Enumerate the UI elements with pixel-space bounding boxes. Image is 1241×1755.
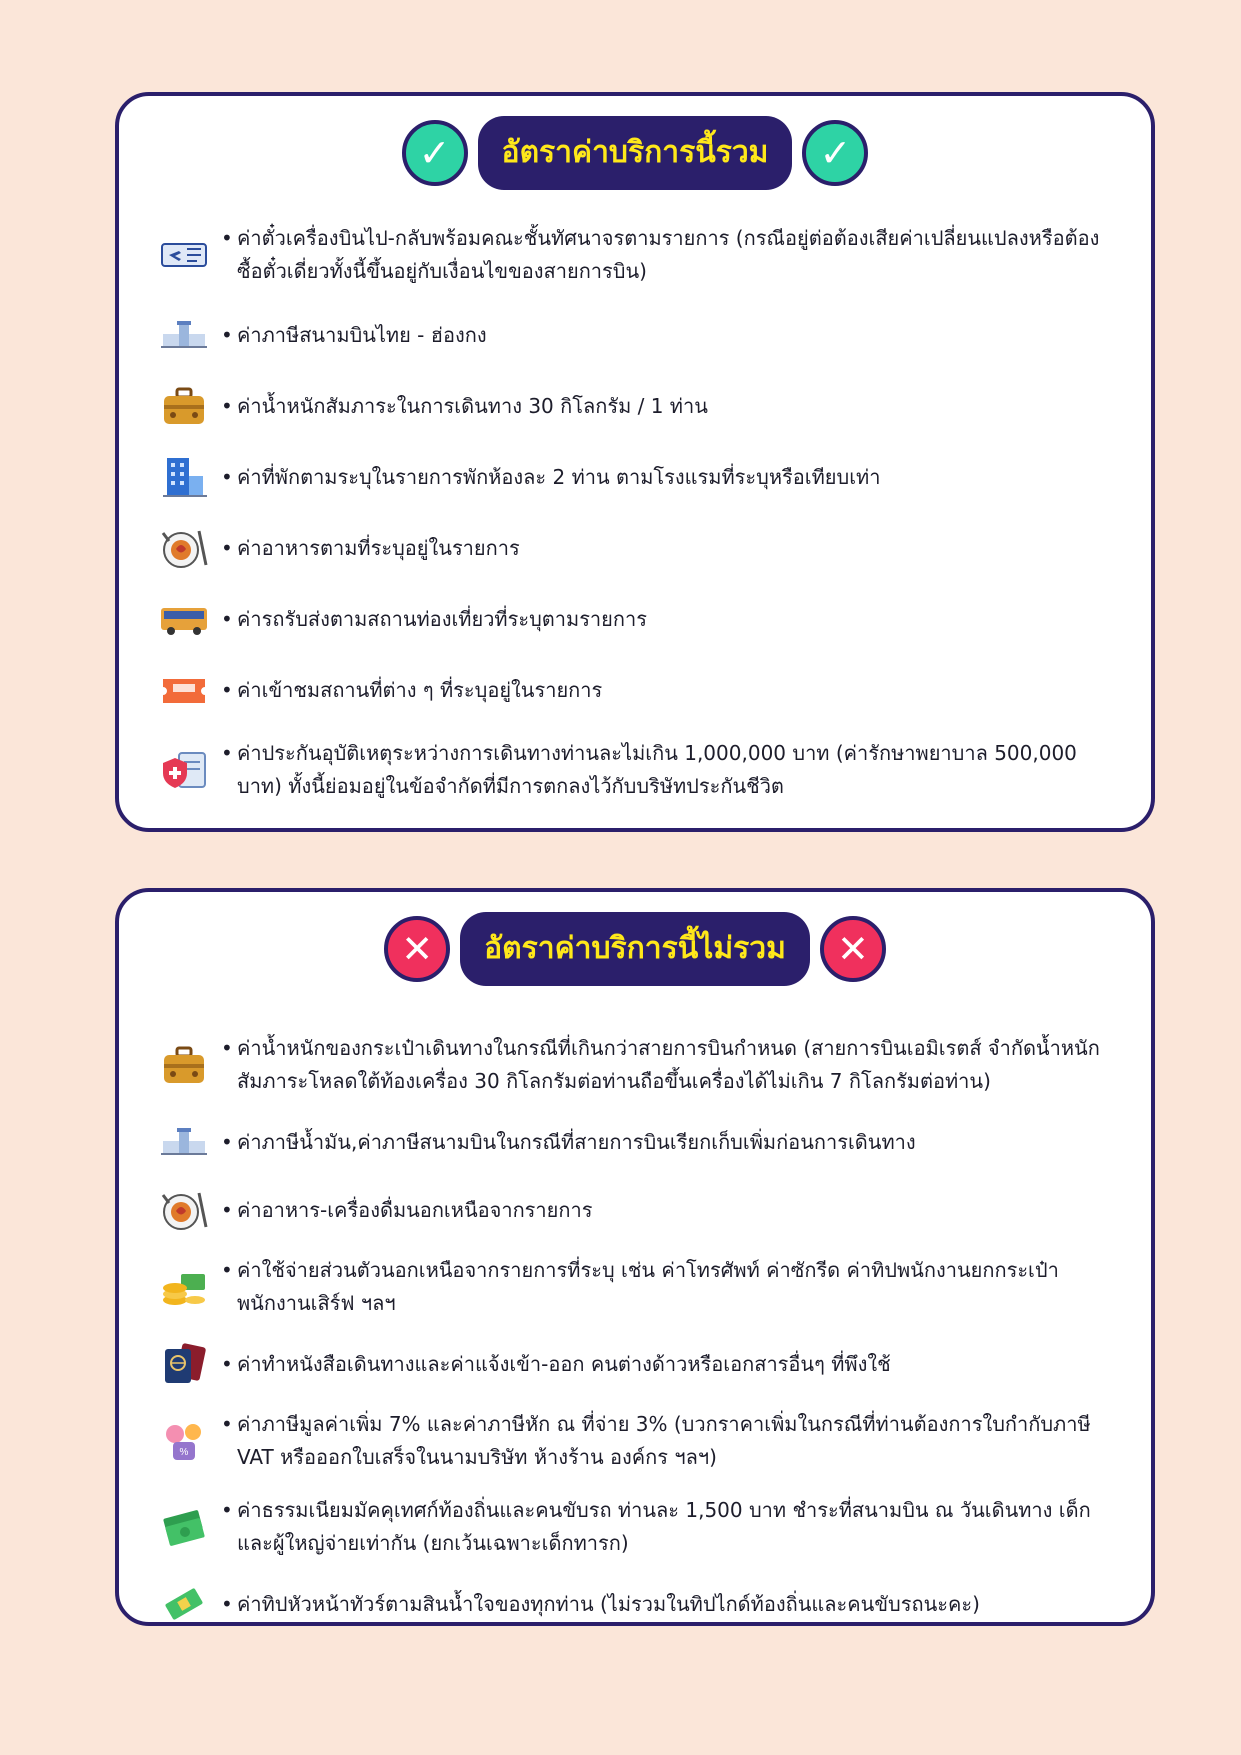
excluded-title: อัตราค่าบริการนี้ไม่รวม: [460, 912, 810, 986]
list-item: [157, 524, 1121, 572]
item-text: • ค่าอาหารตามที่ระบุอยู่ในรายการ: [219, 532, 520, 565]
item-text: • ค่าทำหนังสือเดินทางและค่าแจ้งเข้า-ออก คนต่างด้าวหรือเอกสารอื่นๆ ที่พึงใช้: [219, 1348, 891, 1381]
tax-icon: [157, 1417, 211, 1465]
item-text: • ค่าทิปหัวหน้าทัวร์ตามสินน้ำใจของทุกท่าน (ไม่รวมในทิปไกด์ท้องถิ่นและคนขับรถนะคะ): [219, 1588, 980, 1621]
item-text: • ค่าภาษีน้ำมัน,ค่าภาษีสนามบินในกรณีที่สายการบินเรียกเก็บเพิ่มก่อนการเดินทาง: [219, 1126, 916, 1159]
excluded-card: [115, 888, 1155, 1626]
list-item: [157, 666, 1121, 714]
money-icon: [157, 1503, 211, 1551]
item-text: • ค่าประกันอุบัติเหตุระหว่างการเดินทางท่านละไม่เกิน 1,000,000 บาท (ค่ารักษาพยาบาล 500,000 บาท) ทั้งนี้ย่อมอยู่ในข้อจำกัดที่มีการตกลงไว้กับบริษัทประกันชีวิต: [219, 737, 1121, 803]
included-list: [157, 222, 1121, 826]
item-text: • ค่าใช้จ่ายส่วนตัวนอกเหนือจากรายการที่ระบุ เช่น ค่าโทรศัพท์ ค่าซักรีด ค่าทิปพนักงานยกกระเป๋า พนักงานเสิร์ฟ ฯลฯ: [219, 1254, 1121, 1320]
item-text: • ค่าภาษีมูลค่าเพิ่ม 7% และค่าภาษีหัก ณ ที่จ่าย 3% (บวกราคาเพิ่มในกรณีที่ท่านต้องการใบกำกับภาษี VAT หรือออกใบเสร็จในนามบริษัท ห้างร้าน องค์กร ฯลฯ): [219, 1408, 1121, 1474]
excluded-list: [157, 1032, 1121, 1648]
cross-icon: ✕: [820, 916, 886, 982]
meal-icon: [157, 1186, 211, 1234]
list-item: [157, 1340, 1121, 1388]
list-item: [157, 1254, 1121, 1320]
list-item: [157, 1032, 1121, 1098]
airport-icon: [157, 1118, 211, 1166]
luggage-icon: [157, 382, 211, 430]
list-item: [157, 1494, 1121, 1560]
cross-icon: ✕: [384, 916, 450, 982]
luggage-icon: [157, 1041, 211, 1089]
item-text: • ค่าน้ำหนักของกระเป๋าเดินทางในกรณีที่เกินกว่าสายการบินกำหนด (สายการบินเอมิเรตส์ จำกัดน้ำหนักสัมภาระโหลดใต้ท้องเครื่อง 30 กิโลกรัมต่อท่านถือขึ้นเครื่องได้ไม่เกิน 7 กิโลกรัมต่อท่าน): [219, 1032, 1121, 1098]
item-text: • ค่าตั๋วเครื่องบินไป-กลับพร้อมคณะชั้นทัศนาจรตามรายการ (กรณีอยู่ต่อต้องเสียค่าเปลี่ยนแปลงหรือต้องซื้อตั๋วเดี่ยวทั้งนี้ขึ้นอยู่กับเงื่อนไขของสายการบิน): [219, 222, 1121, 288]
coins-icon: [157, 1263, 211, 1311]
check-icon: ✓: [402, 120, 468, 186]
ticket-icon: [157, 666, 211, 714]
list-item: [157, 382, 1121, 430]
list-item: [157, 1580, 1121, 1628]
meal-icon: [157, 524, 211, 572]
included-title: อัตราค่าบริการนี้รวม: [478, 116, 793, 190]
list-item: [157, 1186, 1121, 1234]
included-card: [115, 92, 1155, 832]
item-text: • ค่าที่พักตามระบุในรายการพักห้องละ 2 ท่าน ตามโรงแรมที่ระบุหรือเทียบเท่า: [219, 461, 880, 494]
cash-icon: [157, 1580, 211, 1628]
list-item: [157, 222, 1121, 288]
list-item: [157, 1408, 1121, 1474]
check-icon: ✓: [802, 120, 868, 186]
item-text: • ค่ารถรับส่งตามสถานท่องเที่ยวที่ระบุตามรายการ: [219, 603, 647, 636]
bus-icon: [157, 595, 211, 643]
list-item: [157, 453, 1121, 501]
passport-icon: [157, 1340, 211, 1388]
list-item: [157, 737, 1121, 803]
svg-text:%: %: [179, 1447, 189, 1458]
plane-ticket-icon: [157, 231, 211, 279]
airport-icon: [157, 311, 211, 359]
list-item: [157, 1118, 1121, 1166]
excluded-header: [119, 912, 1151, 986]
item-text: • ค่าเข้าชมสถานที่ต่าง ๆ ที่ระบุอยู่ในรายการ: [219, 674, 602, 707]
item-text: • ค่าอาหาร-เครื่องดื่มนอกเหนือจากรายการ: [219, 1194, 592, 1227]
included-header: [119, 116, 1151, 190]
list-item: [157, 595, 1121, 643]
insurance-icon: [157, 746, 211, 794]
item-text: • ค่าน้ำหนักสัมภาระในการเดินทาง 30 กิโลกรัม / 1 ท่าน: [219, 390, 708, 423]
item-text: • ค่าภาษีสนามบินไทย - ฮ่องกง: [219, 319, 487, 352]
hotel-icon: [157, 453, 211, 501]
list-item: [157, 311, 1121, 359]
item-text: • ค่าธรรมเนียมมัคคุเทศก์ท้องถิ่นและคนขับรถ ท่านละ 1,500 บาท ชำระที่สนามบิน ณ วันเดินทาง เด็กและผู้ใหญ่จ่ายเท่ากัน (ยกเว้นเฉพาะเด็กทารก): [219, 1494, 1121, 1560]
